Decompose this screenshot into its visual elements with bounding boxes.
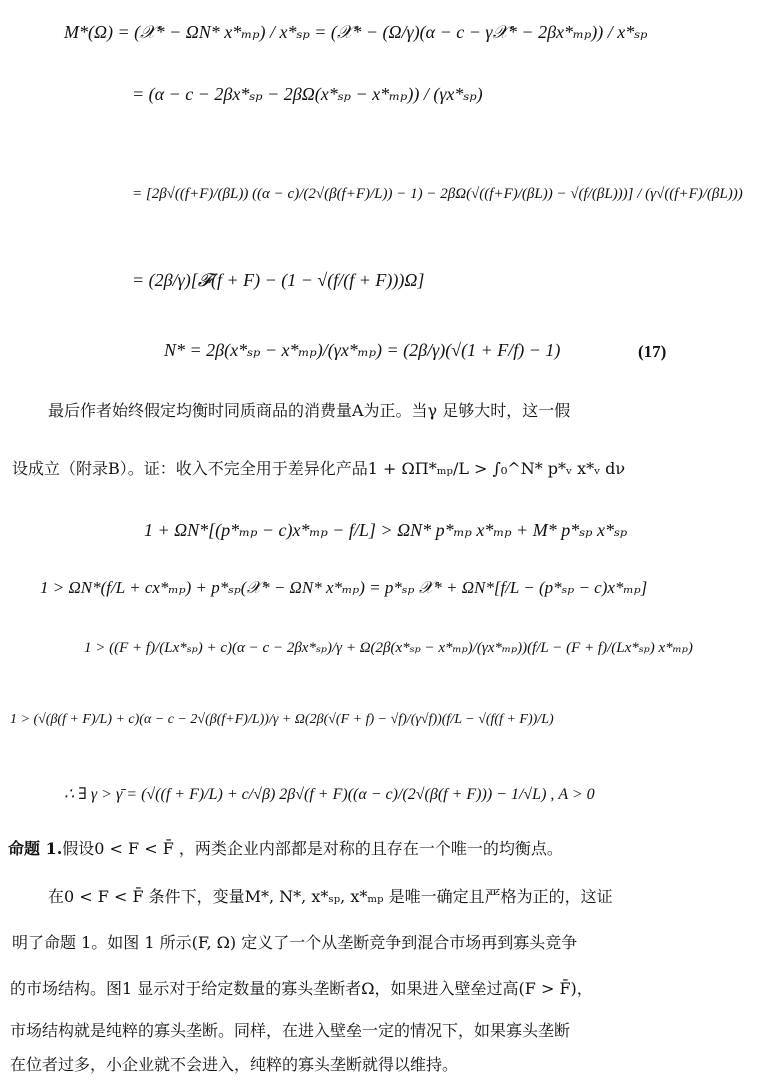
paragraph-2-line-1: 在0 < F < F̄ 条件下，变量M*, N*, x*ₛₚ, x*ₘₚ 是唯一确定且严格为正的，这证 — [48, 887, 613, 906]
paragraph-2-line-3: 的市场结构。图1 显示对于给定数量的寡头垄断者Ω，如果进入壁垒过高(F > F̄)， — [10, 979, 593, 998]
equation-m-line-4: = (2β/γ)[𝓕(f + F) − (1 − √(f/(f + F)))Ω] — [132, 270, 425, 290]
proposition-1 — [8, 836, 563, 859]
proposition-label: 命题 1. — [8, 839, 63, 858]
inequality-4: 1 > (√(β(f + F)/L) + c)(α − c − 2√(β(f+F)/L))/γ + Ω(2β(√(F + f) − √f)/(γ√f))(f/L − √(f(f + F))/L) — [10, 712, 554, 727]
equation-m-line-1: M*(Ω) = (𝒳* − ΩN* x*ₘₚ) / x*ₛₚ = (𝒳* − (Ω/γ)(α − c − γ𝒳* − 2βx*ₘₚ)) / x*ₛₚ — [64, 22, 648, 42]
paragraph-1-line-2: 设成立（附录B）。证：收入不完全用于差异化产品1 + ΩΠ*ₘₚ/L > ∫₀^N* p*ᵥ x*ᵥ dν — [12, 459, 626, 478]
equation-number: (17) — [638, 342, 667, 361]
inequality-3: 1 > ((F + f)/(Lx*ₛₚ) + c)(α − c − 2βx*ₛₚ)/γ + Ω(2β(x*ₛₚ − x*ₘₚ)/(γx*ₘₚ))(f/L − (F + f)/(Lx*ₛₚ) x*ₘₚ) — [84, 640, 693, 656]
equation-m-line-2: = (α − c − 2βx*ₛₚ − 2βΩ(x*ₛₚ − x*ₘₚ)) / (γx*ₛₚ) — [132, 84, 483, 104]
paragraph-2-line-5: 在位者过多，小企业就不会进入，纯粹的寡头垄断就得以维持。 — [10, 1055, 459, 1074]
inequality-5: ∴ ∃ γ > γ̄ = (√((f + F)/L) + c/√β) 2β√(f + F)((α − c)/(2√(β(f + F))) − 1/√L) , A > 0 — [64, 786, 595, 803]
proposition-text: 假设0 < F < F̄ ，两类企业内部都是对称的且存在一个唯一的均衡点。 — [62, 839, 563, 858]
inequality-2: 1 > ΩN*(f/L + cx*ₘₚ) + p*ₛₚ(𝒳* − ΩN* x*ₘₚ) = p*ₛₚ 𝒳* + ΩN*[f/L − (p*ₛₚ − c)x*ₘₚ] — [40, 578, 648, 597]
inequality-1: 1 + ΩN*[(p*ₘₚ − c)x*ₘₚ − f/L] > ΩN* p*ₘₚ x*ₘₚ + M* p*ₛₚ x*ₛₚ — [144, 520, 628, 540]
paragraph-2-line-2: 明了命题 1。如图 1 所示(F, Ω) 定义了一个从垄断竞争到混合市场再到寡头竞争 — [12, 933, 578, 952]
paragraph-2-line-4: 市场结构就是纯粹的寡头垄断。同样，在进入壁垒一定的情况下，如果寡头垄断 — [10, 1021, 571, 1040]
equation-n-star: N* = 2β(x*ₛₚ − x*ₘₚ)/(γx*ₘₚ) = (2β/γ)(√(1 + F/f) − 1) — [164, 340, 561, 360]
paragraph-1-line-1: 最后作者始终假定均衡时同质商品的消费量A为正。当γ 足够大时，这一假 — [48, 401, 571, 420]
equation-m-line-3: = [2β√((f+F)/(βL)) ((α − c)/(2√(β(f+F)/L)) − 1) − 2βΩ(√((f+F)/(βL)) − √(f/(βL)))] / (γ√((f+F)/(βL))) — [132, 186, 743, 202]
